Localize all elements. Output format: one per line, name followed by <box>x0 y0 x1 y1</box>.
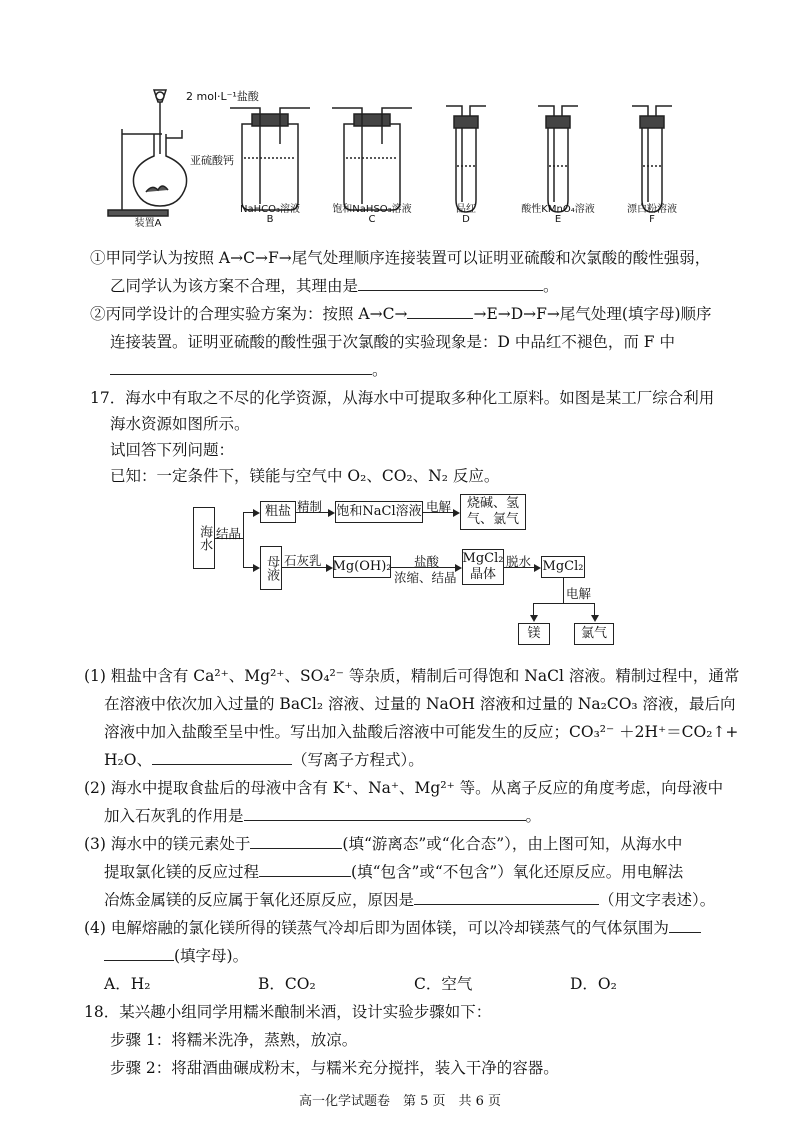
q17-s4-l1 <box>84 916 701 938</box>
label-hcl: 盐酸 <box>414 554 440 569</box>
q18-step1: 步骤 1：将糯米洗净，蒸熟，放凉。 <box>110 1031 358 1049</box>
q17-s2-l2-end: 。 <box>525 807 542 825</box>
q16-p2-line1 <box>90 302 712 324</box>
q17-s1-l4-end: （写离子方程式）。 <box>291 751 424 769</box>
answer-blank[interactable] <box>152 749 292 766</box>
q17-line3: 试回答下列问题： <box>110 441 235 459</box>
q16-p1-line2-text: 乙同学认为该方案不合理，其理由是 <box>110 277 359 295</box>
label-e-reagent: 酸性KMnO₄溶液 <box>521 204 595 215</box>
q17-s3-l3-end: （用文字表述）。 <box>599 891 716 909</box>
q16-p1-line2-end: 。 <box>543 277 559 295</box>
q16-p2-line1-text: ②丙同学设计的合理实验方案为：按照 A→C→ <box>90 305 408 323</box>
q16-p1-line2 <box>110 274 559 296</box>
label-d-letter: D <box>462 214 470 225</box>
q17-line1: 17．海水中有取之不尽的化学资源，从海水中可提取多种化工原料。如图是某工厂综合利用 <box>90 389 715 407</box>
answer-blank[interactable] <box>259 861 351 878</box>
q17-s3-l2-end: (填“包含”或“不包含”）氧化还原反应。用电解法 <box>351 863 684 881</box>
box-cl2: 氯气 <box>574 623 614 645</box>
q17-s3-l2 <box>104 860 683 882</box>
box-products: 烧碱、氢气、氯气 <box>460 494 526 530</box>
label-b-letter: B <box>266 214 274 225</box>
box-nacl: 饱和NaCl溶液 <box>335 501 423 523</box>
q17-s3-l2-text: 提取氯化镁的反应过程 <box>104 863 260 881</box>
label-d-reagent: 品红 <box>456 204 476 215</box>
box-mother-liquor: 母液 <box>260 546 282 590</box>
box-mgoh2: Mg(OH)₂ <box>333 556 391 578</box>
answer-blank[interactable] <box>104 945 174 962</box>
box-mgcl2: MgCl₂ <box>541 556 585 578</box>
label-a: 装置A <box>134 218 162 229</box>
box-crude-salt: 粗盐 <box>260 501 296 523</box>
answer-blank[interactable] <box>358 275 543 292</box>
q17-s2-l2 <box>104 804 541 826</box>
q17-s3-l1-end: (填“游离态”或“化合态”），由上图可知，从海水中 <box>342 835 683 853</box>
label-dehydrate: 脱水 <box>506 554 532 569</box>
q18-step2: 步骤 2：将甜酒曲碾成粉末，与糯米充分搅拌，装入干净的容器。 <box>110 1059 559 1077</box>
q16-p1-line1: ①甲同学认为按照 A→C→F→尾气处理顺序连接装置可以证明亚硫酸和次氯酸的酸性强弱， <box>90 249 711 267</box>
label-e-letter: E <box>554 214 562 225</box>
option-c[interactable]: C．空气 <box>414 975 473 993</box>
answer-blank[interactable] <box>407 303 473 320</box>
q16-p2-line3 <box>110 358 388 380</box>
box-mgcl2-crystal: MgCl₂晶体 <box>462 549 504 585</box>
q17-s4-l2 <box>104 944 248 966</box>
label-f-reagent: 漂白粉溶液 <box>627 204 677 215</box>
answer-blank[interactable] <box>250 833 342 850</box>
q17-s3-l1 <box>84 832 682 854</box>
label-limewater: 石灰乳 <box>284 553 322 568</box>
label-crystallize: 结晶 <box>216 526 242 541</box>
q17-s4-l2-text: (填字母)。 <box>174 947 249 965</box>
page-footer: 高一化学试题卷 第 5 页 共 6 页 <box>298 1094 502 1109</box>
q17-s2-l1: (2) 海水中提取食盐后的母液中含有 K⁺、Na⁺、Mg²⁺ 等。从离子反应的角度考虑，向母液中 <box>84 779 724 797</box>
q17-s3-l3 <box>104 888 715 910</box>
q16-p2-line1-end: →E→D→F→尾气处理(填字母)顺序 <box>473 305 712 323</box>
q17-s1-l3: 溶液中加入盐酸至呈中性。写出加入盐酸后溶液中可能发生的反应；CO₃²⁻ ＋2H⁺＝CO₂↑+ <box>104 723 739 741</box>
box-mg: 镁 <box>518 623 550 645</box>
q17-s3-l1-text: (3) 海水中的镁元素处于 <box>84 835 251 853</box>
q17-s1-l4-text: H₂O、 <box>104 751 152 769</box>
answer-blank[interactable] <box>669 917 701 934</box>
option-a[interactable]: A．H₂ <box>104 975 151 993</box>
q17-s2-l2-text: 加入石灰乳的作用是 <box>104 807 244 825</box>
q17-s1-l1: (1) 粗盐中含有 Ca²⁺、Mg²⁺、SO₄²⁻ 等杂质，精制后可得饱和 NaCl 溶液。精制过程中，通常 <box>84 667 740 685</box>
answer-blank[interactable] <box>110 359 372 376</box>
option-d[interactable]: D．O₂ <box>570 975 617 993</box>
q16-p2-line2: 连接装置。证明亚硫酸的酸性强于次氯酸的实验现象是：D 中品红不褪色，而 F 中 <box>110 333 675 351</box>
label-b-reagent: NaHCO₃溶液 <box>240 204 300 215</box>
answer-blank[interactable] <box>244 805 526 822</box>
option-b[interactable]: B．CO₂ <box>258 975 316 993</box>
label-c-reagent: 饱和NaHSO₃溶液 <box>332 204 412 215</box>
label-electrolysis-2: 电解 <box>566 586 592 601</box>
label-electrolysis: 电解 <box>426 499 452 514</box>
q17-s1-l2: 在溶液中依次加入过量的 BaCl₂ 溶液、过量的 NaOH 溶液和过量的 Na₂CO₃ 溶液，最后向 <box>104 695 736 713</box>
q17-s3-l3-text: 冶炼金属镁的反应属于氧化还原反应，原因是 <box>104 891 415 909</box>
q17-s1-l4 <box>104 748 424 770</box>
acid-label: 2 mol·L⁻¹盐酸 <box>186 90 259 103</box>
label-concentrate: 浓缩、结晶 <box>394 570 457 585</box>
q17-s4-l1-text: (4) 电解熔融的氯化镁所得的镁蒸气冷却后即为固体镁，可以冷却镁蒸气的气体氛围为 <box>84 919 669 937</box>
label-refine: 精制 <box>297 499 323 514</box>
q16-p2-line3-end: 。 <box>372 361 388 379</box>
q18-line1: 18．某兴趣小组同学用糯米酿制米酒，设计实验步骤如下： <box>84 1003 492 1021</box>
reagent-label: 亚硫酸钙 <box>190 154 234 167</box>
label-f-letter: F <box>649 214 655 225</box>
q17-line2: 海水资源如图所示。 <box>110 415 250 433</box>
q17-line4: 已知：一定条件下，镁能与空气中 O₂、CO₂、N₂ 反应。 <box>110 467 500 485</box>
label-c-letter: C <box>368 214 376 225</box>
box-seawater: 海水 <box>193 507 215 569</box>
answer-blank[interactable] <box>414 889 599 906</box>
